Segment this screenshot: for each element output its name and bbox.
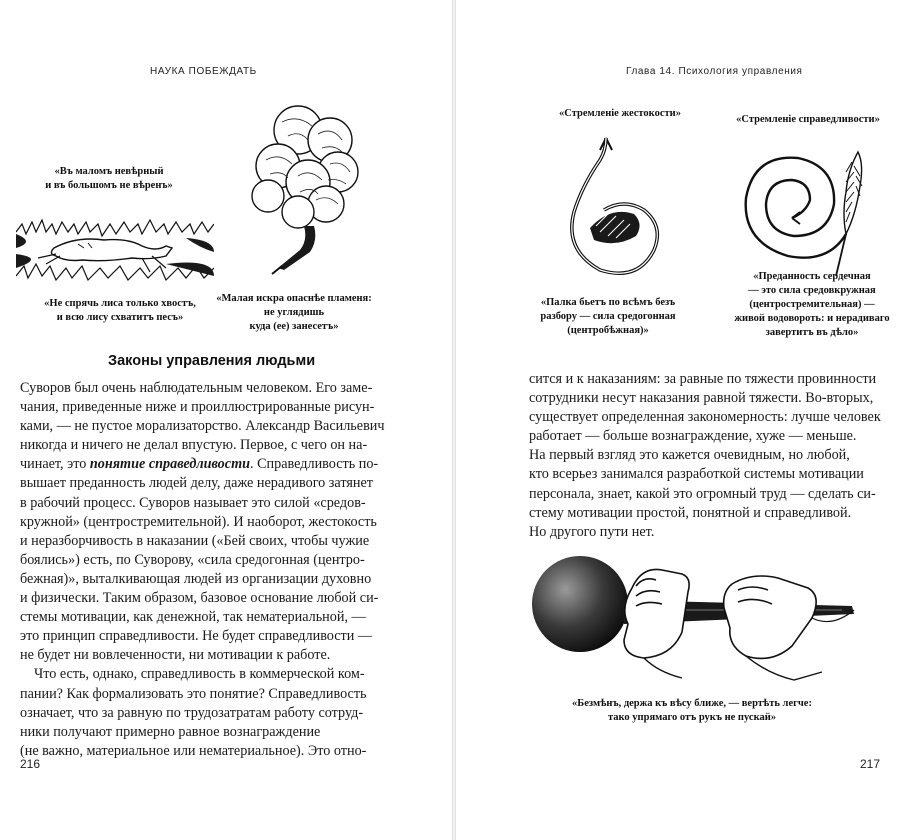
text-line: вышает преданность людей делу, даже нерадивого затянет [20, 475, 373, 492]
text-line: не будет ни вовлеченности, ни мотивации к работе. [20, 647, 331, 664]
running-head-right: Глава 14. Психология управления [626, 66, 803, 77]
text-line: Что есть, однако, справедливость в коммерческой ком- [34, 666, 365, 683]
caption-line: живой водовороть: и нерадиваго [734, 313, 890, 324]
caption-bottom-right [214, 292, 374, 334]
text-run: . Справедливость по- [250, 456, 379, 473]
centrifugal-spiral-illustration [560, 130, 664, 282]
caption-line: завертитъ въ дѣло» [765, 327, 859, 338]
text-line: (не важно, материальное или нематериальное). Это отно- [20, 742, 367, 759]
fox-hunt-illustration [16, 218, 214, 286]
caption-line: «Стремленіе справедливости» [736, 114, 880, 125]
caption-top-left [24, 165, 194, 193]
emphasis-term: понятие справедливости [89, 456, 250, 473]
text-line: и физически. Таким образом, базовое основание любой си- [20, 590, 379, 607]
text-line: ники получают примерно равное вознаграждение [20, 723, 321, 740]
caption-bottom-left [20, 297, 220, 325]
text-line: и неразборчивость в наказании («Бей своих, чтобы чужие [20, 532, 370, 549]
caption-line: куда (ее) занесетъ» [249, 321, 339, 332]
caption-centripetal [722, 270, 902, 340]
caption-line: «Не спрячь лиса только хвостъ, [44, 298, 196, 309]
caption-line: тако упрямаго отъ рукъ не пускай» [607, 712, 777, 723]
page-number-right: 217 [860, 757, 881, 771]
caption-line: «Малая искра опаснѣе пламеня: [216, 293, 372, 304]
caption-centrifugal [528, 296, 688, 338]
text-line: Суворов был очень наблюдательным человеком. Его заме- [20, 380, 373, 396]
text-line: существует определенная закономерность: лучше человек [529, 409, 881, 426]
text-line: стемы мотивации, как денежной, так нематериальной, — [20, 609, 366, 626]
right-page [456, 0, 908, 840]
text-line: боялись») есть, по Суворову, «сила средогонная (центро- [20, 551, 365, 568]
centripetal-spiral-illustration [738, 130, 870, 282]
text-line: персонала, знает, какой это огромный труд — сделать си- [529, 485, 876, 502]
text-line: работает — больше вознаграждение, хуже — меньше. [529, 428, 857, 445]
steelyard-hands-illustration [532, 548, 872, 688]
caption-line: — это сила средовкружная [748, 285, 876, 296]
text-line: пании? Как формализовать это понятие? Справедливость [20, 685, 367, 702]
text-line: На первый взгляд это кажется очевидным, но любой, [529, 447, 850, 464]
left-page [0, 0, 452, 840]
text-line: кружной» (центростремительной). И наоборот, жестокость [20, 513, 377, 530]
text-line: никогда и ничего не делал впустую. Первое, с чего он на- [20, 437, 368, 454]
caption-line: и всю лису схватитъ песъ» [56, 312, 184, 323]
caption-steelyard [542, 697, 842, 725]
text-line: стему мотивации простой, понятной и справедливой. [529, 504, 852, 521]
spark-smoke-illustration [238, 100, 378, 276]
text-line: чания, приведенные ниже и проиллюстрированные рисун- [20, 399, 375, 416]
body-text-right [529, 370, 881, 542]
text-line: это принцип справедливости. Не будет справедливости — [20, 628, 373, 645]
body-text-left [20, 379, 385, 761]
caption-line: «Въ маломъ невѣрный [54, 166, 164, 177]
caption-line: (центростремительная) — [749, 299, 875, 310]
text-line: в рабочий процесс. Суворов называет это силой «средов- [20, 494, 366, 511]
caption-line: (центробѣжная)» [567, 325, 649, 336]
caption-line: не углядишь [263, 307, 325, 318]
caption-line: и въ большомъ не вѣренъ» [45, 180, 173, 191]
caption-line: «Палка бьетъ по всѣмъ безъ [540, 297, 676, 308]
text-run: чинает, это [20, 456, 90, 473]
text-line [20, 455, 385, 474]
text-line: сотрудники несут наказания равной тяжести. Во-вторых, [529, 390, 874, 407]
caption-justice [718, 113, 898, 127]
text-line: кто всерьез занимался разработкой системы мотивации [529, 466, 864, 483]
text-line: Но другого пути нет. [529, 523, 655, 540]
section-title: Законы управления людьми [108, 353, 316, 369]
caption-line: «Преданность сердечная [753, 271, 871, 282]
text-line: бежная)», выталкивающая людей из организации духовно [20, 570, 372, 587]
text-line: означает, что за равную по трудозатратам работу сотруд- [20, 704, 364, 721]
caption-line: разбору — сила средогонная [540, 311, 676, 322]
caption-cruelty [540, 107, 700, 121]
page-number-left: 216 [20, 757, 41, 771]
caption-line: «Безмѣнъ, держа къ вѣсу ближе, — вертѣть легче: [572, 698, 812, 709]
text-line: сится и к наказаниям: за равные по тяжести провинности [529, 371, 877, 387]
text-line: ками, — не пустое морализаторство. Александр Васильевич [20, 418, 385, 435]
caption-line: «Стремленіе жестокости» [559, 108, 681, 119]
running-head-left: НАУКА ПОБЕЖДАТЬ [150, 66, 257, 77]
